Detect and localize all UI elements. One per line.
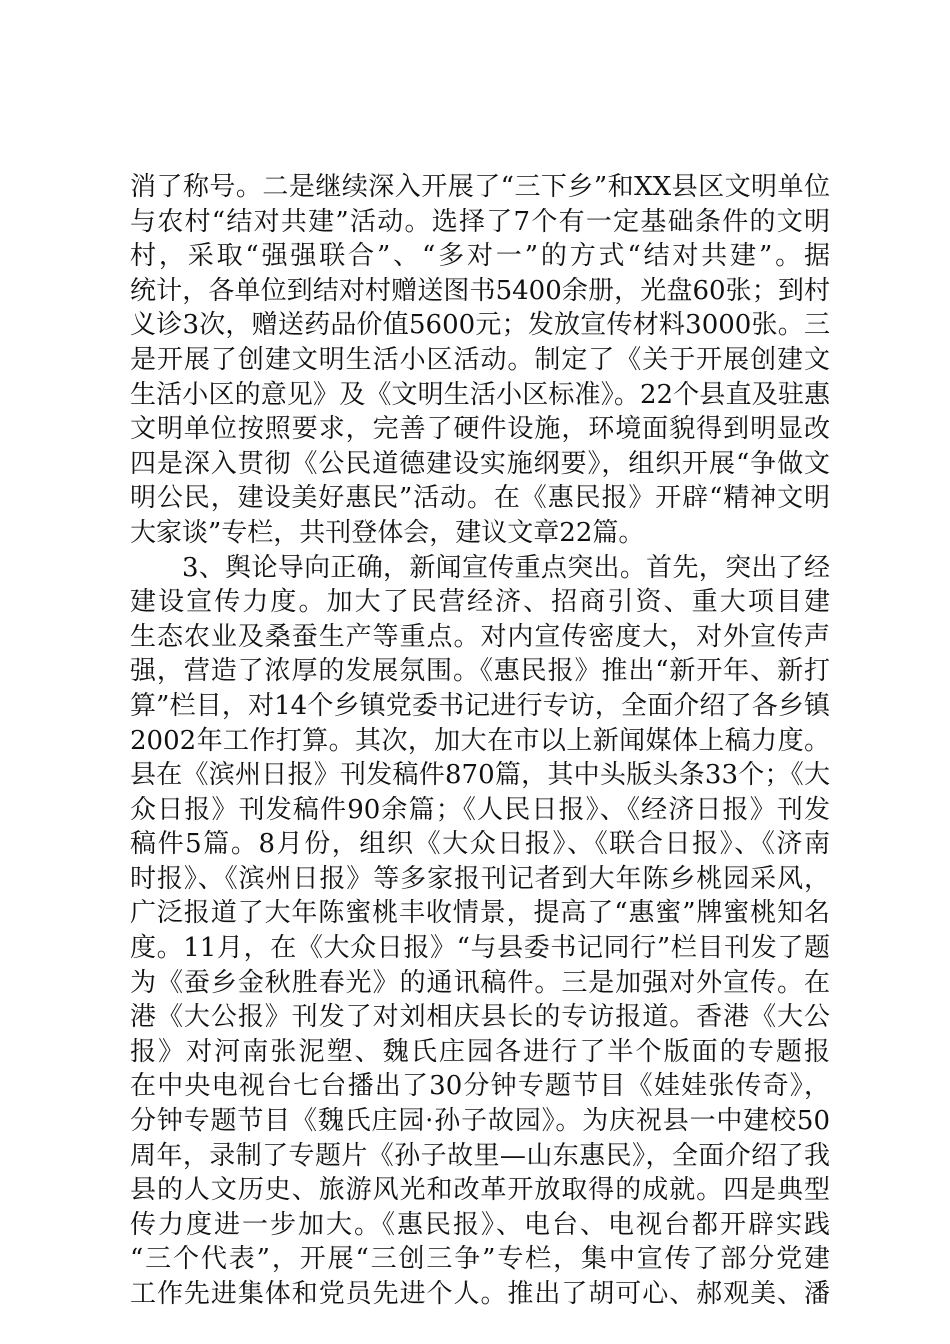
text-line: 分钟专题节目《魏氏庄园·孙子故园》。为庆祝县一中建校50 bbox=[130, 1106, 830, 1137]
text-line: 周年，录制了专题片《孙子故里—山东惠民》，全面介绍了我 bbox=[130, 1140, 830, 1171]
text-line: 算”栏目，对14个乡镇党委书记进行专访，全面介绍了各乡镇 bbox=[130, 690, 830, 721]
text-line: 是开展了创建文明生活小区活动。制定了《关于开展创建文 bbox=[130, 344, 830, 375]
text-line: 强，营造了浓厚的发展氛围。《惠民报》推出“新开年、新打 bbox=[130, 656, 830, 687]
text-line: 时报》、《滨州日报》等多家报刊记者到大年陈乡桃园采风， bbox=[130, 863, 830, 894]
text-line: “三个代表”，开展“三创三争”专栏，集中宣传了部分党建 bbox=[130, 1244, 830, 1275]
text-line: 县在《滨州日报》刊发稿件870篇，其中头版头条33个；《大 bbox=[130, 760, 830, 791]
paragraph-end-line: 大家谈”专栏，共刊登体会，建议文章22篇。 bbox=[130, 517, 645, 548]
text-line: 众日报》刊发稿件90余篇；《人民日报》、《经济日报》刊发 bbox=[130, 794, 830, 825]
text-line: 工作先进集体和党员先进个人。推出了胡可心、郝观美、潘 bbox=[130, 1279, 830, 1309]
text-line: 报》对河南张泥塑、魏氏庄园各进行了半个版面的专题报 bbox=[130, 1036, 830, 1067]
text-line: 为《蚕乡金秋胜春光》的通讯稿件。三是加强对外宣传。在 bbox=[130, 967, 830, 998]
text-line: 度。11月，在《大众日报》“与县委书记同行”栏目刊发了题 bbox=[130, 933, 830, 964]
text-line: 生态农业及桑蚕生产等重点。对内宣传密度大，对外宣传声 bbox=[130, 621, 830, 652]
body-text bbox=[130, 170, 830, 1312]
text-line: 传力度进一步加大。《惠民报》、电台、电视台都开辟实践 bbox=[130, 1209, 830, 1240]
text-line: 广泛报道了大年陈蜜桃丰收情景，提高了“惠蜜”牌蜜桃知名 bbox=[130, 898, 830, 929]
text-line: 县的人文历史、旅游风光和改革开放取得的成就。四是典型 bbox=[130, 1175, 830, 1206]
text-line: 稿件5篇。8月份，组织《大众日报》、《联合日报》、《济南 bbox=[130, 829, 830, 860]
text-line: 村，采取“强强联合”、“多对一”的方式“结对共建”。据 bbox=[130, 241, 830, 272]
text-line: 与农村“结对共建”活动。选择了7个有一定基础条件的文明 bbox=[130, 206, 830, 237]
paragraph-first-line: 3、舆论导向正确，新闻宣传重点突出。首先，突出了经 bbox=[182, 552, 830, 583]
text-line: 建设宣传力度。加大了民营经济、招商引资、重大项目建 bbox=[130, 587, 830, 618]
text-line: 明公民，建设美好惠民”活动。在《惠民报》开辟“精神文明 bbox=[130, 483, 830, 514]
text-line: 港《大公报》刊发了对刘相庆县长的专访报道。香港《大公 bbox=[130, 1002, 830, 1033]
text-line: 统计，各单位到结对村赠送图书5400余册，光盘60张；到村 bbox=[130, 275, 830, 306]
text-line: 2002年工作打算。其次，加大在市以上新闻媒体上稿力度。 bbox=[130, 725, 830, 756]
text-line: 生活小区的意见》及《文明生活小区标准》。22个县直及驻惠 bbox=[130, 379, 830, 410]
text-line: 文明单位按照要求，完善了硬件设施，环境面貌得到明显改 bbox=[130, 414, 830, 445]
text-line: 四是深入贯彻《公民道德建设实施纲要》，组织开展“争做文 bbox=[130, 448, 830, 479]
text-line: 义诊3次，赠送药品价值5600元；发放宣传材料3000张。三 bbox=[130, 310, 830, 341]
text-line: 消了称号。二是继续深入开展了“三下乡”和XX县区文明单位 bbox=[130, 172, 830, 202]
text-line: 在中央电视台七台播出了30分钟专题节目《娃娃张传奇》， bbox=[130, 1071, 830, 1102]
